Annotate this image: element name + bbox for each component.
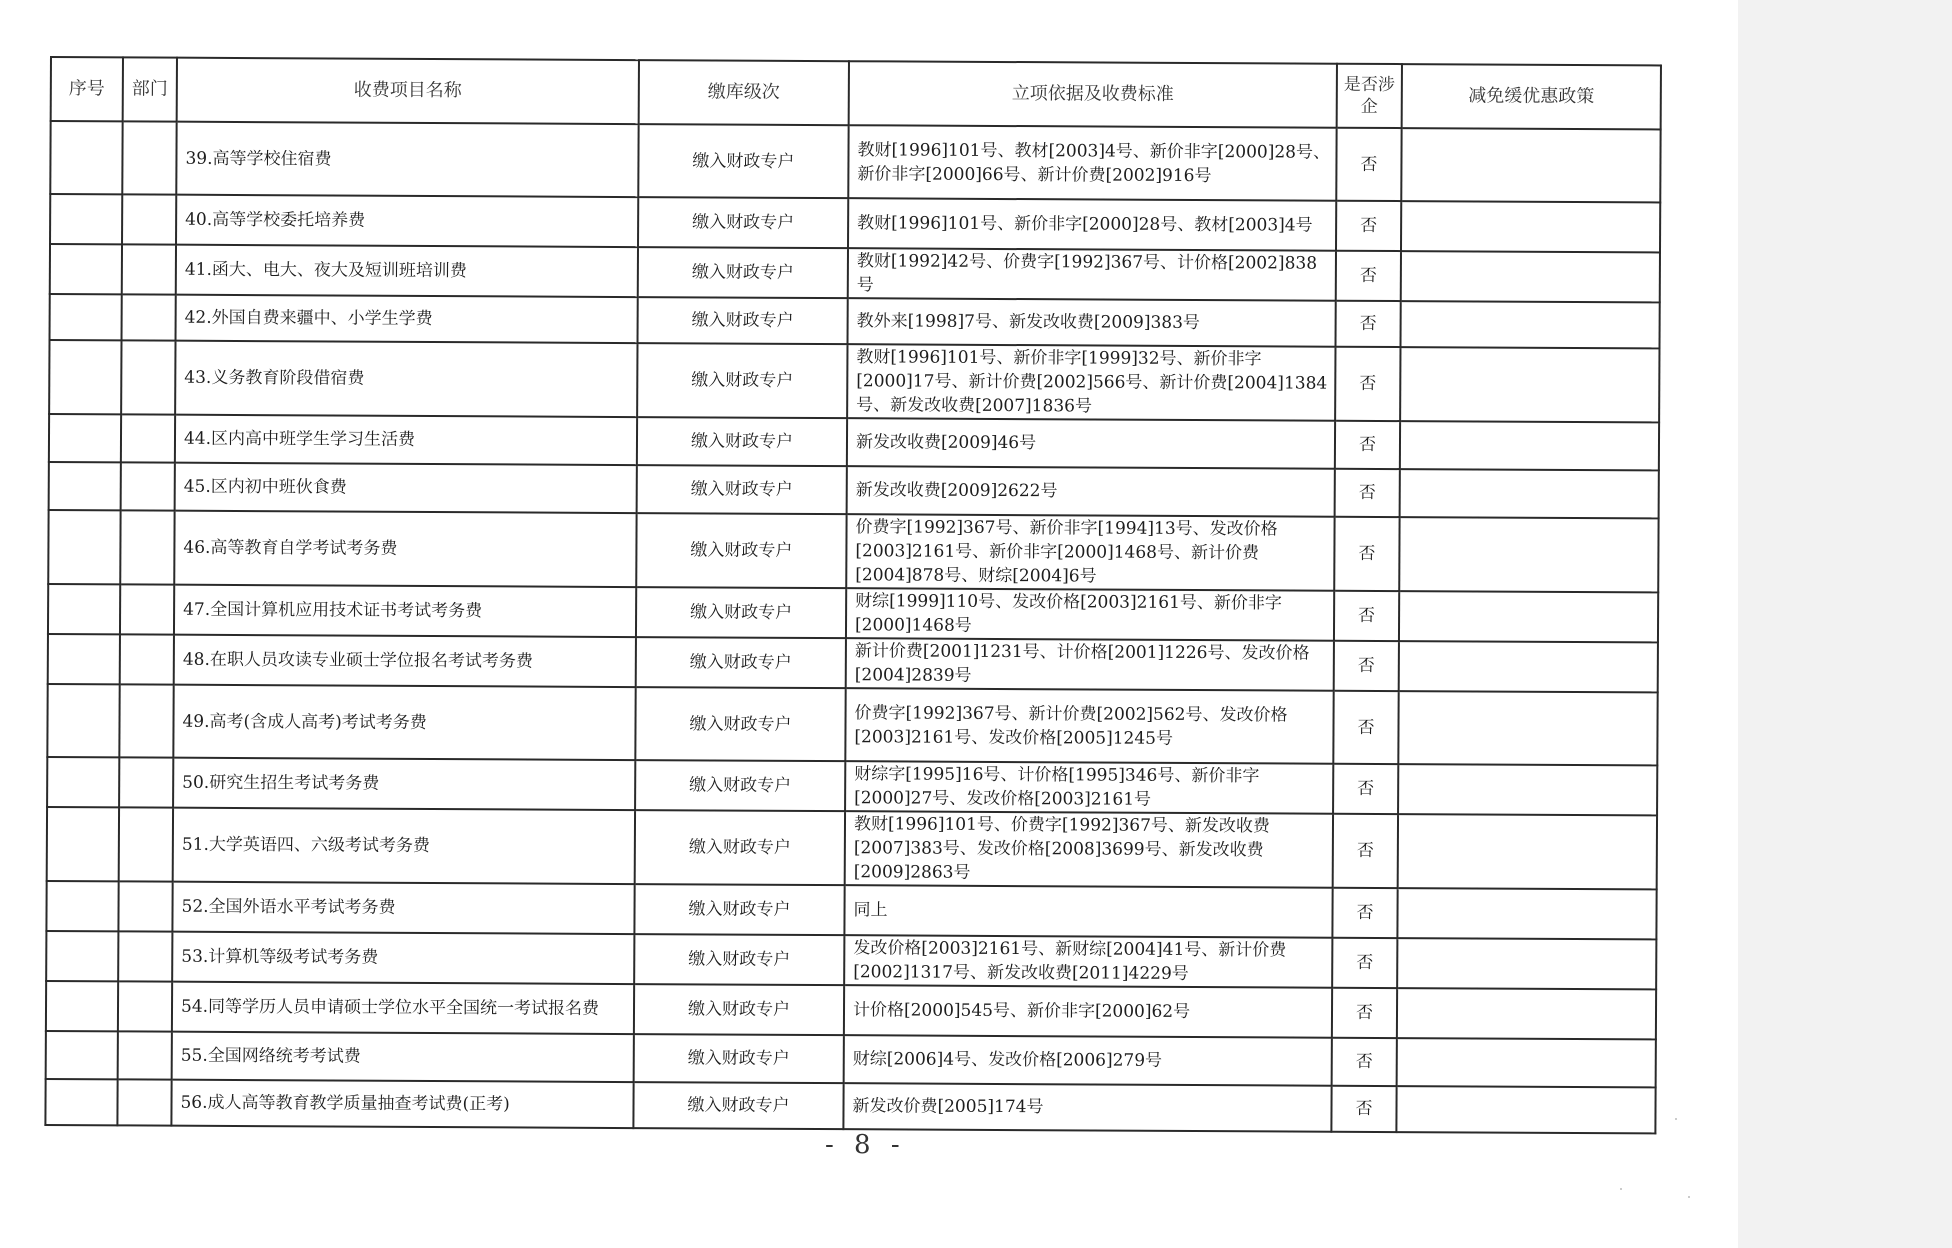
table-row (48, 584, 1658, 642)
cell-name: 48.在职人员攻读专业硕士学位报名考试考务费 (174, 635, 636, 687)
cell-dept (122, 194, 176, 244)
cell-level: 缴入财政专户 (635, 687, 845, 761)
cell-name: 46.高等教育自学考试考务费 (174, 511, 636, 587)
cell-policy (1400, 301, 1659, 348)
cell-dept (118, 981, 172, 1031)
cell-policy (1400, 421, 1659, 470)
table-row (46, 931, 1656, 989)
table-row (50, 244, 1660, 302)
cell-dept (121, 340, 175, 414)
cell-basis: 教财[1992]42号、价费字[1992]367号、计价格[2002]838号 (848, 248, 1336, 301)
cell-level: 缴入财政专户 (634, 984, 844, 1035)
cell-she: 否 (1335, 421, 1400, 469)
cell-level: 缴入财政专户 (638, 197, 848, 248)
cell-name: 44.区内高中班学生学习生活费 (175, 415, 637, 465)
cell-seq (50, 121, 122, 194)
cell-she: 否 (1334, 641, 1399, 691)
cell-level: 缴入财政专户 (638, 124, 848, 198)
cell-seq (50, 244, 122, 294)
cell-she: 否 (1335, 347, 1400, 421)
cell-she: 否 (1335, 469, 1400, 517)
cell-policy (1398, 814, 1657, 889)
header-she: 是否涉企 (1337, 64, 1402, 128)
cell-policy (1397, 938, 1656, 989)
cell-name: 45.区内初中班伙食费 (175, 463, 637, 513)
cell-basis: 同上 (844, 885, 1332, 938)
cell-basis: 新发改收费[2009]2622号 (847, 466, 1335, 517)
cell-dept (120, 634, 174, 684)
cell-level: 缴入财政专户 (635, 760, 845, 811)
cell-basis: 计价格[2000]545号、新价非字[2000]62号 (844, 985, 1332, 1038)
cell-she: 否 (1333, 814, 1398, 888)
cell-seq (45, 1079, 117, 1125)
cell-she: 否 (1336, 251, 1401, 301)
header-level: 缴库级次 (639, 60, 849, 125)
header-policy: 减免缓优惠政策 (1402, 64, 1661, 129)
cell-policy (1400, 469, 1659, 518)
cell-seq (47, 807, 119, 881)
table-row (49, 462, 1659, 518)
table-row (47, 757, 1657, 815)
cell-level: 缴入财政专户 (635, 810, 845, 885)
cell-seq (50, 194, 122, 244)
table-header-row (51, 57, 1661, 129)
header-seq: 序号 (51, 57, 123, 121)
cell-basis: 财综[1999]110号、发改价格[2003]2161号、新价非字[2000]1468号 (846, 588, 1334, 641)
cell-dept (117, 1079, 171, 1125)
cell-level: 缴入财政专户 (636, 513, 846, 588)
cell-policy (1397, 888, 1656, 939)
cell-name: 39.高等学校住宿费 (176, 122, 638, 197)
cell-policy (1397, 988, 1656, 1039)
cell-dept (120, 510, 174, 584)
cell-dept (122, 244, 176, 294)
scan-speck (1675, 1118, 1677, 1120)
cell-she: 否 (1334, 591, 1399, 641)
cell-level: 缴入财政专户 (634, 884, 844, 935)
cell-level: 缴入财政专户 (633, 1082, 843, 1129)
table-row (50, 121, 1660, 202)
cell-dept (120, 584, 174, 634)
cell-name: 42.外国自费来疆中、小学生学费 (176, 295, 638, 343)
cell-dept (121, 414, 175, 462)
table-row (49, 414, 1659, 470)
table-row (46, 1031, 1656, 1087)
cell-basis: 财综[2006]4号、发改价格[2006]279号 (844, 1035, 1332, 1086)
cell-basis: 教财[1996]101号、价费字[1992]367号、新发改收费[2007]383号、发改价格[2008]3699号、新发改收费[2009]2863号 (845, 811, 1333, 888)
table-row (48, 510, 1658, 592)
cell-she: 否 (1331, 1086, 1396, 1132)
cell-she: 否 (1333, 764, 1398, 814)
cell-policy (1401, 251, 1660, 302)
cell-name: 50.研究生招生考试考务费 (173, 758, 635, 810)
header-basis: 立项依据及收费标准 (849, 61, 1337, 128)
cell-policy (1399, 641, 1658, 692)
cell-she: 否 (1332, 1038, 1397, 1086)
cell-seq (46, 1031, 118, 1079)
cell-seq (47, 757, 119, 807)
cell-basis: 新发改价费[2005]174号 (843, 1083, 1331, 1132)
cell-dept (118, 881, 172, 931)
cell-she: 否 (1334, 517, 1399, 591)
cell-dept (119, 684, 173, 757)
cell-basis: 教外来[1998]7号、新发改收费[2009]383号 (848, 298, 1336, 347)
table-row (48, 634, 1658, 692)
cell-name: 43.义务教育阶段借宿费 (175, 341, 637, 417)
cell-policy (1401, 128, 1660, 202)
table-row (47, 807, 1657, 889)
cell-basis: 新计价费[2001]1231号、计价格[2001]1226号、发改价格[2004]2839号 (846, 638, 1334, 691)
cell-dept (122, 294, 176, 340)
cell-level: 缴入财政专户 (636, 587, 846, 638)
cell-policy (1399, 517, 1658, 592)
fee-table-wrapper (44, 56, 1660, 1134)
cell-dept (119, 757, 173, 807)
cell-level: 缴入财政专户 (636, 637, 846, 688)
cell-seq (49, 340, 121, 414)
cell-seq (48, 584, 120, 634)
cell-she: 否 (1335, 301, 1400, 347)
table-row (46, 881, 1656, 939)
cell-name: 41.函大、电大、夜大及短训班培训费 (176, 245, 638, 297)
cell-she: 否 (1333, 691, 1398, 764)
cell-seq (46, 881, 118, 931)
cell-seq (47, 684, 119, 757)
fee-items-table (44, 56, 1662, 1134)
cell-policy (1400, 347, 1659, 422)
table-row (46, 981, 1656, 1039)
cell-name: 53.计算机等级考试考务费 (172, 932, 634, 984)
header-dept: 部门 (123, 57, 177, 121)
cell-seq (49, 414, 121, 462)
cell-level: 缴入财政专户 (634, 934, 844, 985)
cell-basis: 教财[1996]101号、新价非字[1999]32号、新价非字[2000]17号、新计价费[2002]566号、新计价费[2004]1384号、新发改收费[2007]1836号 (847, 344, 1335, 421)
cell-basis: 发改价格[2003]2161号、新财综[2004]41号、新计价费[2002]1317号、新发改收费[2011]4229号 (844, 935, 1332, 988)
cell-policy (1397, 1038, 1656, 1087)
table-row (50, 294, 1660, 348)
cell-basis: 财综字[1995]16号、计价格[1995]346号、新价非字[2000]27号、发改价格[2003]2161号 (845, 761, 1333, 814)
cell-level: 缴入财政专户 (638, 247, 848, 298)
scan-speck (1620, 1188, 1622, 1190)
cell-dept (118, 1031, 172, 1079)
cell-policy (1398, 691, 1657, 765)
cell-she: 否 (1332, 938, 1397, 988)
cell-policy (1396, 1086, 1655, 1133)
cell-name: 56.成人高等教育教学质量抽查考试费(正考) (171, 1080, 633, 1128)
cell-seq (46, 931, 118, 981)
table-row (49, 340, 1659, 422)
cell-she: 否 (1332, 988, 1397, 1038)
header-name: 收费项目名称 (177, 58, 639, 124)
cell-policy (1401, 201, 1660, 252)
table-row (45, 1079, 1655, 1133)
cell-basis: 新发改收费[2009]46号 (847, 418, 1335, 469)
table-row (50, 194, 1660, 252)
cell-she: 否 (1332, 888, 1397, 938)
cell-level: 缴入财政专户 (637, 465, 847, 514)
cell-policy (1399, 591, 1658, 642)
cell-seq (50, 294, 122, 340)
table-row (47, 684, 1657, 765)
cell-name: 55.全国网络统考考试费 (172, 1032, 634, 1082)
cell-seq (46, 981, 118, 1031)
cell-level: 缴入财政专户 (637, 343, 847, 418)
page-number: - 8 - (825, 1130, 906, 1160)
cell-she: 否 (1336, 201, 1401, 251)
cell-name: 40.高等学校委托培养费 (176, 195, 638, 247)
cell-name: 47.全国计算机应用技术证书考试考务费 (174, 585, 636, 637)
cell-level: 缴入财政专户 (637, 417, 847, 466)
cell-dept (121, 462, 175, 510)
cell-she: 否 (1336, 128, 1401, 201)
cell-seq (48, 510, 120, 584)
cell-name: 49.高考(含成人高考)考试考务费 (173, 685, 635, 760)
cell-level: 缴入财政专户 (634, 1034, 844, 1083)
cell-basis: 价费字[1992]367号、新计价费[2002]562号、发改价格[2003]2161号、发改价格[2005]1245号 (845, 688, 1333, 764)
cell-name: 54.同等学历人员申请硕士学位水平全国统一考试报名费 (172, 982, 634, 1034)
cell-seq (48, 634, 120, 684)
cell-basis: 教财[1996]101号、教材[2003]4号、新价非字[2000]28号、新价非字[2000]66号、新计价费[2002]916号 (848, 125, 1336, 201)
cell-basis: 价费字[1992]367号、新价非字[1994]13号、发改价格[2003]2161号、新价非字[2000]1468号、新计价费[2004]878号、财综[2004]6号 (846, 514, 1334, 591)
cell-name: 52.全国外语水平考试考务费 (172, 882, 634, 934)
cell-dept (118, 931, 172, 981)
cell-name: 51.大学英语四、六级考试考务费 (173, 808, 635, 884)
cell-basis: 教财[1996]101号、新价非字[2000]28号、教材[2003]4号 (848, 198, 1336, 251)
cell-seq (49, 462, 121, 510)
scan-speck (1688, 1196, 1690, 1198)
cell-dept (122, 121, 176, 194)
cell-dept (119, 807, 173, 881)
cell-level: 缴入财政专户 (638, 297, 848, 344)
cell-policy (1398, 764, 1657, 815)
